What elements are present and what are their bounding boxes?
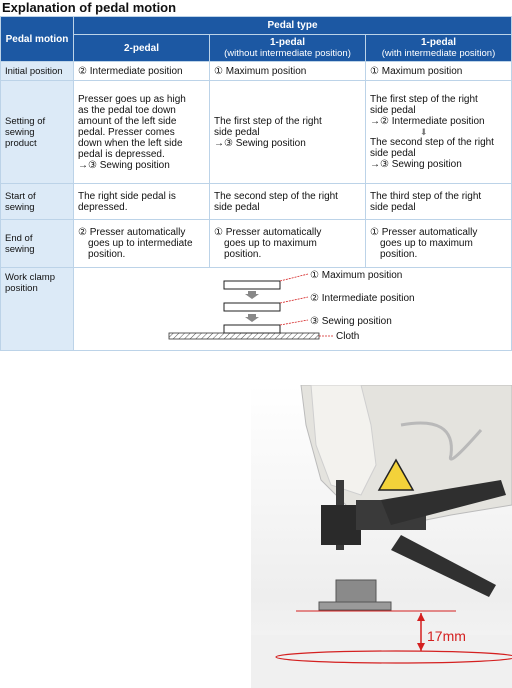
cell-setting-2pedal: Presser goes up as high as the pedal toe down amount of the left side pedal. Presser comes down when the left side pedal is depressed. →③ Sewing position [74, 81, 210, 184]
row-label-end: End of sewing [1, 220, 74, 268]
clamp-position-diagram [74, 268, 512, 346]
clamp-bar-maximum [224, 281, 280, 289]
row-initial-position [1, 62, 512, 81]
cell-setting-1pedal-a: The first step of the right side pedal →③ Sewing position [210, 81, 366, 184]
cell-setting-1pedal-b: The first step of the right side pedal →② Intermediate position ⬇ The second step of the right side pedal →③ Sewing position [366, 81, 512, 184]
row-label-clamp: Work clamp position [1, 268, 74, 351]
cell-start-2pedal: The right side pedal is depressed. [74, 184, 210, 220]
row-work-clamp-position [1, 268, 512, 351]
row-label-setting: Setting of sewing product [1, 81, 74, 184]
clamp-bar-sewing [224, 325, 280, 333]
leader-line-maximum [280, 274, 308, 281]
cell-start-1pedal-a: The second step of the right side pedal [210, 184, 366, 220]
leader-line-intermediate [280, 297, 308, 303]
clamp-bar-intermediate [224, 303, 280, 311]
leader-line-sewing [280, 320, 308, 325]
header-1-pedal-with-intermediate: 1-pedal (with intermediate position) [366, 35, 512, 62]
clamp-lever [391, 535, 496, 597]
cell-end-1pedal-b: ① Presser automatically goes up to maximum position. [366, 220, 512, 268]
label-sewing-position: ③ Sewing position [310, 316, 392, 327]
row-start-of-sewing [1, 184, 512, 220]
arrow-down-icon [245, 291, 259, 299]
machine-illustration [251, 385, 512, 688]
presser-foot [336, 580, 376, 602]
row-setting-of-sewing-product [1, 81, 512, 184]
header-2-pedal: 2-pedal [74, 35, 210, 62]
cell-initial-1pedal-a: ① Maximum position [210, 62, 366, 81]
label-intermediate-position: ② Intermediate position [310, 293, 415, 304]
label-maximum-position: ① Maximum position [310, 270, 403, 281]
cell-end-1pedal-a: ① Presser automatically goes up to maximum position. [210, 220, 366, 268]
row-label-initial: Initial position [1, 62, 74, 81]
arrow-down-icon [245, 314, 259, 322]
header-pedal-motion: Pedal motion [1, 17, 74, 62]
cell-end-2pedal: ② Presser automatically goes up to intermediate position. [74, 220, 210, 268]
presser-foot-plate [319, 602, 391, 610]
arrow-down-icon: ⬇ [420, 127, 428, 137]
row-end-of-sewing [1, 220, 512, 268]
work-clamp-diagram [74, 268, 512, 351]
cell-initial-1pedal-b: ① Maximum position [366, 62, 512, 81]
presser-mechanism [321, 505, 361, 545]
label-cloth: Cloth [336, 331, 360, 342]
machine-photo [251, 385, 512, 688]
cloth-hatch [169, 333, 319, 339]
pedal-motion-table [0, 16, 512, 351]
measure-label: 17mm [427, 628, 466, 644]
header-1-pedal-without-intermediate: 1-pedal (without intermediate position) [210, 35, 366, 62]
cell-initial-2pedal: ② Intermediate position [74, 62, 210, 81]
arrow-up-icon [417, 613, 425, 621]
header-pedal-type: Pedal type [74, 17, 512, 35]
cell-start-1pedal-b: The third step of the right side pedal [366, 184, 512, 220]
row-label-start: Start of sewing [1, 184, 74, 220]
page-title: Explanation of pedal motion [2, 0, 177, 15]
